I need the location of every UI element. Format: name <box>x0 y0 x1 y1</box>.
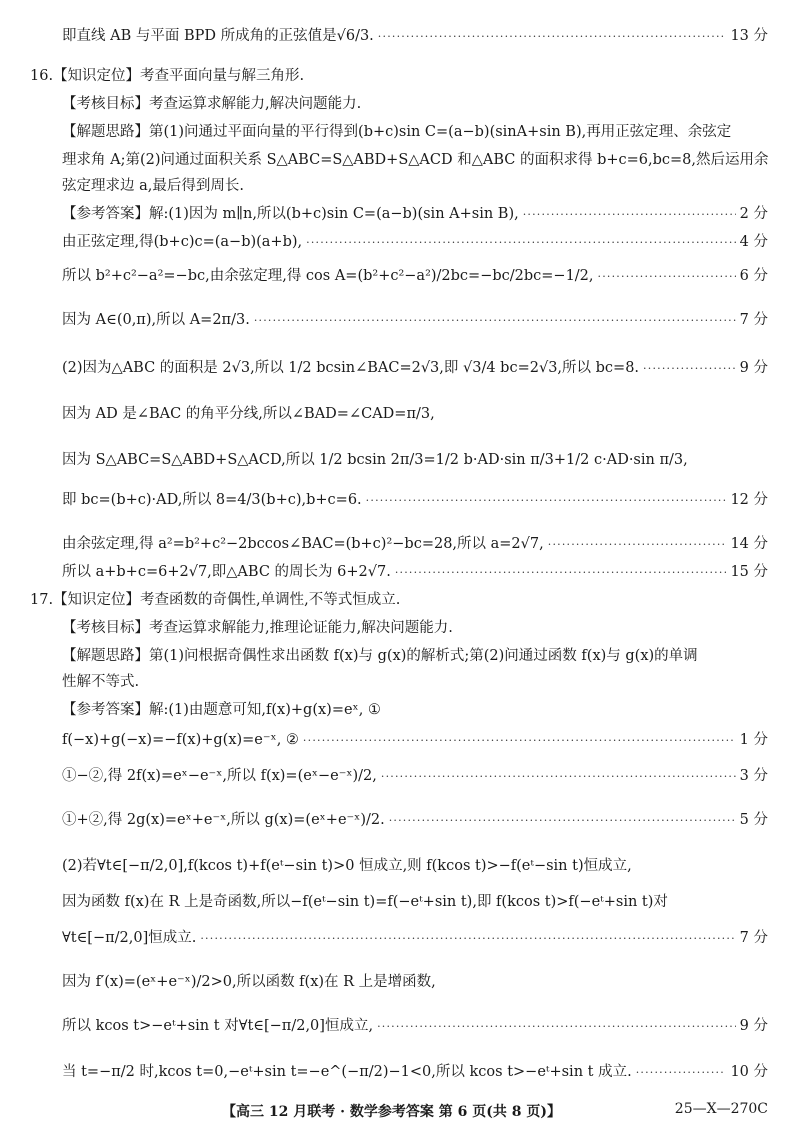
q17-answer-3: ①−②,得 2f(x)=eˣ−e⁻ˣ,所以 f(x)=(eˣ−e⁻ˣ)/2, ····· 3 分 <box>62 766 768 787</box>
q17-answer-7: ∀t∈[−π/2,0]恒成立. ····· 7 分 <box>62 928 768 949</box>
line-1: 即直线 AB 与平面 BPD 所成角的正弦值是√6/3. ····· 13 分 <box>62 26 768 47</box>
q16-knowledge: 16.【知识定位】考查平面向量与解三角形. <box>30 68 305 84</box>
footer-title: 【高三 12 月联考 · 数学参考答案 第 6 页(共 8 页)】 <box>222 1104 561 1120</box>
q16-answer-5: (2)因为△ABC 的面积是 2√3,所以 1/2 bcsin∠BAC=2√3,即 √3/4 bc=2√3,所以 bc=8. ····· 9 分 <box>62 358 768 379</box>
page-footer <box>222 1101 768 1121</box>
q16-answer-8: 即 bc=(b+c)·AD,所以 8=4/3(b+c),b+c=6. ····· 12 分 <box>62 490 768 511</box>
q16-idea-3: 弦定理求边 a,最后得到周长. <box>62 178 244 194</box>
q17-answer-2: f(−x)+g(−x)=−f(x)+g(x)=e⁻ˣ, ② ····· 1 分 <box>62 730 768 751</box>
q16-answer-2: 由正弦定理,得(b+c)c=(a−b)(a+b), ····· 4 分 <box>62 232 768 253</box>
q16-answer-10: 所以 a+b+c=6+2√7,即△ABC 的周长为 6+2√7. ····· 15 分 <box>62 562 768 583</box>
q16-answer-6: 因为 AD 是∠BAC 的角平分线,所以∠BAD=∠CAD=π/3, <box>62 406 435 422</box>
q17-idea-1: 【解题思路】第(1)问根据奇偶性求出函数 f(x)与 g(x)的解析式;第(2)问通过函数 f(x)与 g(x)的单调 <box>62 648 698 664</box>
q17-answer-8: 因为 f′(x)=(eˣ+e⁻ˣ)/2>0,所以函数 f(x)在 R 上是增函数, <box>62 974 436 990</box>
q17-idea-2: 性解不等式. <box>62 674 140 690</box>
q17-goal: 【考核目标】考查运算求解能力,推理论证能力,解决问题能力. <box>62 620 453 636</box>
q17-answer-1: 【参考答案】解:(1)由题意可知,f(x)+g(x)=eˣ, ① <box>62 702 381 718</box>
q17-answer-9: 所以 kcos t>−eᵗ+sin t 对∀t∈[−π/2,0]恒成立, ····· 9 分 <box>62 1016 768 1037</box>
q16-idea-1: 【解题思路】第(1)问通过平面向量的平行得到(b+c)sin C=(a−b)(sinA+sin B),再用正弦定理、余弦定 <box>62 124 732 140</box>
q16-answer-4: 因为 A∈(0,π),所以 A=2π/3. ····· 7 分 <box>62 310 768 331</box>
footer-code: 25—X—270C <box>674 1101 768 1117</box>
q17-knowledge: 17.【知识定位】考查函数的奇偶性,单调性,不等式恒成立. <box>30 592 401 608</box>
q16-goal: 【考核目标】考查运算求解能力,解决问题能力. <box>62 96 362 112</box>
q17-answer-6: 因为函数 f(x)在 R 上是奇函数,所以−f(eᵗ−sin t)=f(−eᵗ+sin t),即 f(kcos t)>f(−eᵗ+sin t)对 <box>62 894 668 910</box>
q16-answer-7: 因为 S△ABC=S△ABD+S△ACD,所以 1/2 bcsin 2π/3=1/2 b·AD·sin π/3+1/2 c·AD·sin π/3, <box>62 452 688 468</box>
q16-answer-1: 【参考答案】解:(1)因为 m∥n,所以(b+c)sin C=(a−b)(sin A+sin B), ····· 2 分 <box>62 204 768 225</box>
q17-answer-5: (2)若∀t∈[−π/2,0],f(kcos t)+f(eᵗ−sin t)>0 恒成立,则 f(kcos t)>−f(eᵗ−sin t)恒成立, <box>62 858 632 874</box>
q17-answer-10: 当 t=−π/2 时,kcos t=0,−eᵗ+sin t=−e^(−π/2)−1<0,所以 kcos t>−eᵗ+sin t 成立. ····· 10 分 <box>62 1062 768 1083</box>
q16-answer-3: 所以 b²+c²−a²=−bc,由余弦定理,得 cos A=(b²+c²−a²)/2bc=−bc/2bc=−1/2, ····· 6 分 <box>62 266 768 287</box>
q16-answer-9: 由余弦定理,得 a²=b²+c²−2bccos∠BAC=(b+c)²−bc=28,所以 a=2√7, ····· 14 分 <box>62 534 768 555</box>
q16-idea-2: 理求角 A;第(2)问通过面积关系 S△ABC=S△ABD+S△ACD 和△ABC 的面积求得 b+c=6,bc=8,然后运用余 <box>62 152 769 168</box>
q17-answer-4: ①+②,得 2g(x)=eˣ+e⁻ˣ,所以 g(x)=(eˣ+e⁻ˣ)/2. ····· 5 分 <box>62 810 768 831</box>
